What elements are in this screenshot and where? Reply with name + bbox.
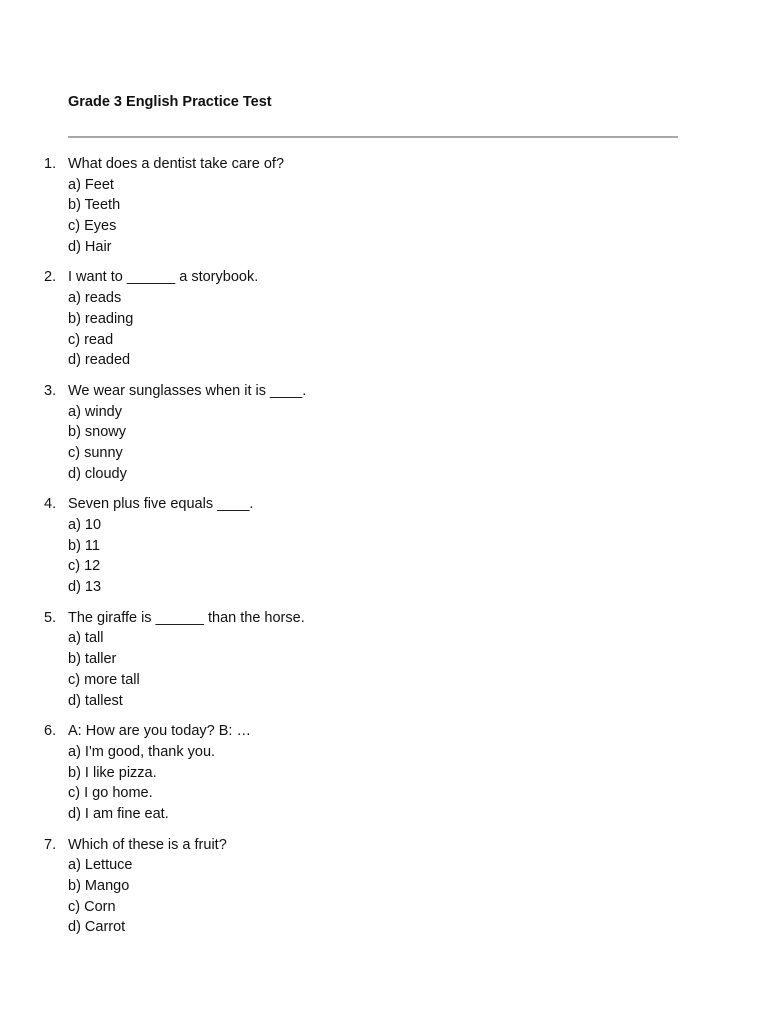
option-c: c) Eyes [68, 218, 117, 235]
option-list [0, 855, 768, 938]
option-a: a) windy [68, 403, 122, 420]
page-title: Grade 3 English Practice Test [68, 94, 272, 110]
option-d: d) tallest [68, 692, 123, 709]
question-item [0, 154, 768, 257]
question-item [0, 721, 768, 824]
option-d: d) Carrot [68, 919, 126, 936]
option-b: b) Teeth [68, 197, 121, 214]
question-item [0, 381, 768, 484]
option-b: b) snowy [68, 424, 127, 441]
option-list [0, 175, 768, 258]
option-list [0, 288, 768, 371]
option-d: d) readed [68, 352, 131, 369]
question-number: 3. [44, 382, 57, 399]
title-divider [68, 136, 678, 138]
question-item [0, 267, 768, 370]
option-b: b) reading [68, 310, 134, 327]
option-b: b) I like pizza. [68, 764, 157, 781]
question-number: 4. [44, 496, 57, 513]
question-number: 1. [44, 156, 57, 172]
question-number: 5. [44, 609, 57, 626]
option-b: b) 11 [68, 537, 100, 554]
option-a: a) Feet [68, 176, 114, 193]
question-text: I want to ______ a storybook. [68, 269, 259, 286]
question-text: Which of these is a fruit? [68, 836, 227, 853]
option-list [0, 742, 768, 825]
option-c: c) read [68, 331, 114, 348]
question-text: A: How are you today? B: … [68, 723, 251, 740]
option-c: c) Corn [68, 898, 116, 915]
option-c: c) 12 [68, 558, 101, 575]
question-number: 7. [44, 836, 57, 853]
question-text: Seven plus five equals ____. [68, 496, 254, 513]
option-a: a) Lettuce [68, 857, 133, 874]
option-list [0, 628, 768, 711]
question-item [0, 494, 768, 597]
option-list [0, 402, 768, 485]
option-a: a) 10 [68, 517, 102, 533]
option-a: a) reads [68, 290, 122, 307]
option-d: d) Hair [68, 238, 112, 255]
option-c: c) I go home. [68, 785, 153, 802]
question-item [0, 608, 768, 711]
question-list [0, 154, 768, 948]
question-text: What does a dentist take care of? [68, 156, 285, 172]
question-number: 2. [44, 269, 57, 286]
option-c: c) sunny [68, 444, 123, 461]
option-d: d) cloudy [68, 465, 127, 482]
option-list [0, 515, 768, 598]
option-d: d) I am fine eat. [68, 805, 169, 822]
option-d: d) 13 [68, 579, 102, 596]
option-a: a) I'm good, thank you. [68, 743, 216, 760]
option-a: a) tall [68, 630, 104, 647]
question-item [0, 835, 768, 938]
question-text: We wear sunglasses when it is ____. [68, 382, 307, 399]
option-c: c) more tall [68, 671, 140, 688]
question-text: The giraffe is ______ than the horse. [68, 609, 305, 626]
option-b: b) Mango [68, 878, 130, 894]
question-number: 6. [44, 723, 57, 740]
option-b: b) taller [68, 651, 117, 668]
